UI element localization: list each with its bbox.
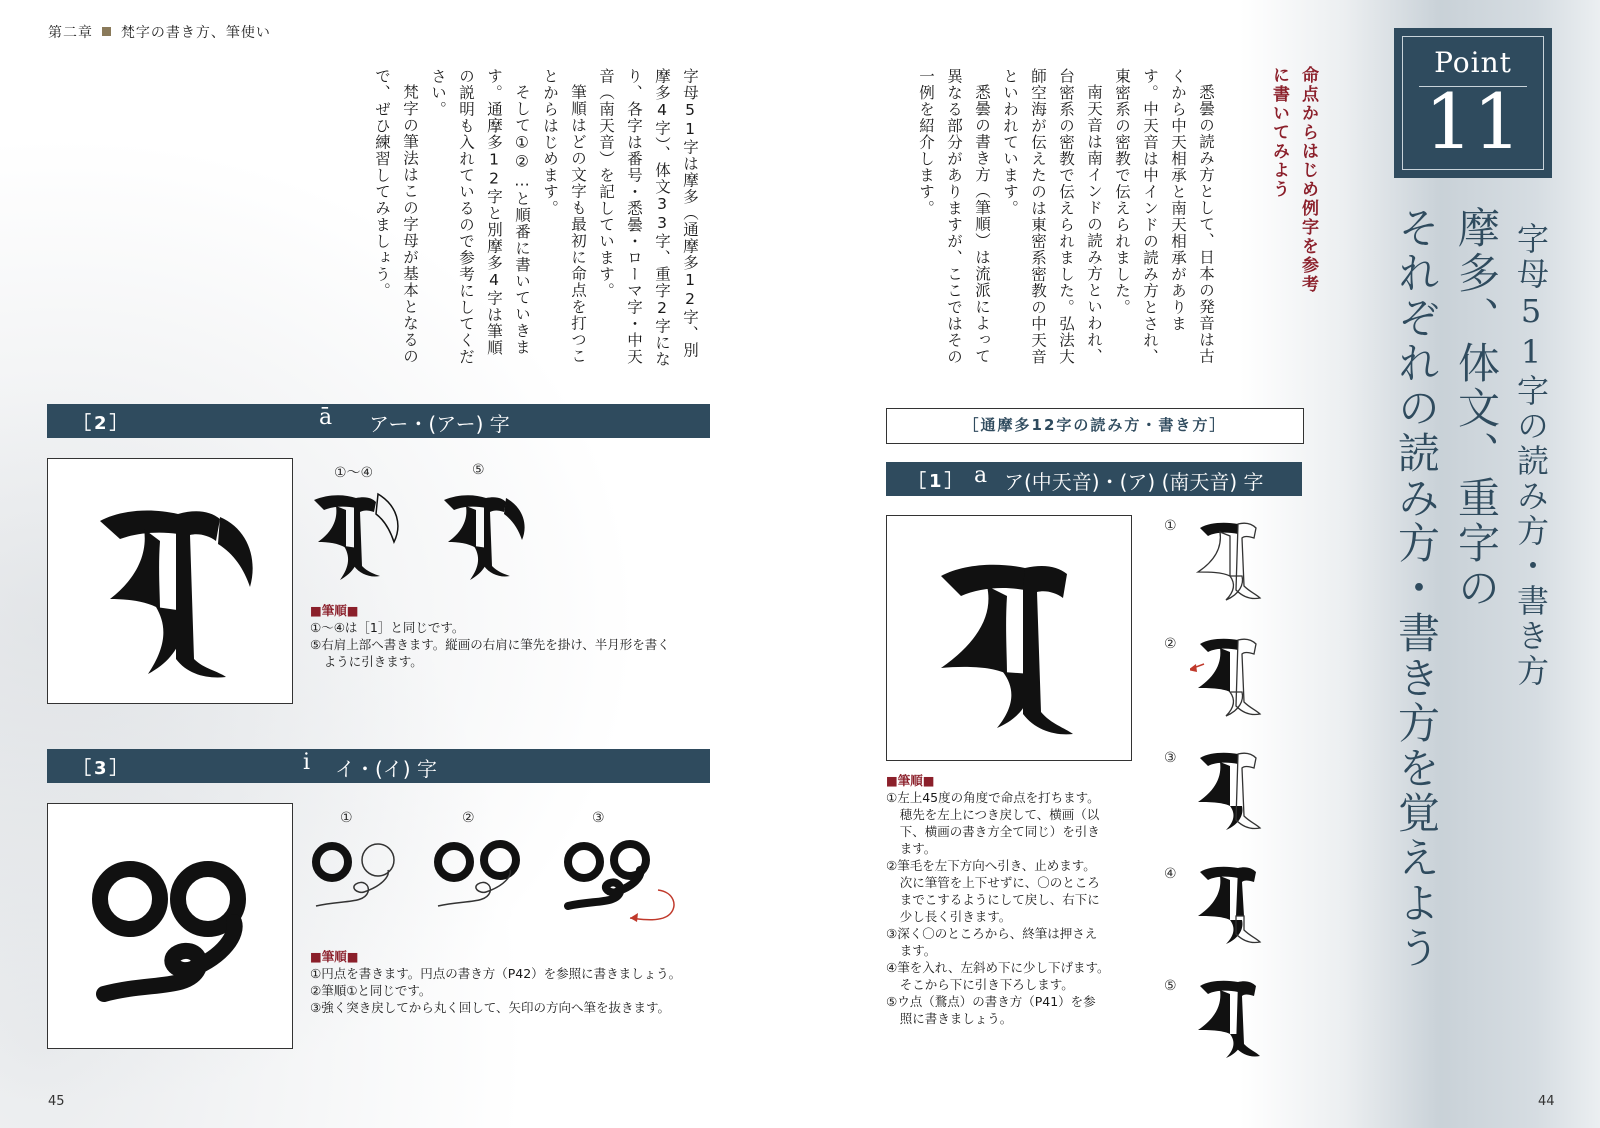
stroke-order-note-1: [886, 772, 1109, 1027]
glyph-box-aa: [47, 458, 293, 704]
note-line: ます。: [899, 943, 937, 958]
siddham-a-glyph: [1190, 628, 1280, 718]
note-line: ①左上45度の角度で命点を打ちます。: [886, 790, 1100, 805]
siddham-i-glyph: [554, 832, 684, 932]
running-head: [48, 22, 271, 42]
siddham-a-glyph: [1190, 512, 1280, 602]
romanization: ā: [319, 405, 333, 430]
paragraph: 悉曇の書き方（筆順）は流派によって異なる部分がありますが、ここではその一例を紹介します。: [917, 68, 991, 365]
stroke-step-glyph: [1190, 512, 1280, 602]
siddham-a-glyph: [1190, 856, 1280, 946]
stroke-order-note-3: [310, 948, 681, 1016]
paragraph: 字母51字は摩多（通摩多12字、別摩多4字）、体文33字、重字2字になり、各字は番号・悉曇・ローマ字・中天音（南天音）を記しています。: [597, 68, 699, 368]
note-line: ②筆毛を左下方向へ引き、止めます。: [886, 858, 1096, 873]
stroke-step-glyph: [424, 832, 534, 932]
note-title: ■筆順■: [310, 603, 359, 618]
note-line: 穂先を左上につき戻して、横画（以: [899, 807, 1100, 822]
stroke-step-glyph: [1190, 856, 1280, 946]
section-bar-1: [886, 462, 1302, 496]
stroke-direction-arrow: [1190, 664, 1197, 672]
stroke-label: ④: [1164, 866, 1177, 882]
stroke-label: ②: [1164, 636, 1177, 652]
page-subtitle: 字母51字の読み方・書き方: [1512, 222, 1550, 689]
paragraph: 悉曇の読み方として、日本の発音は古くから中天相承と南天相承がありま す。中天音は中インドの読み方とされ、東密系の密教で伝えられました。: [1113, 68, 1215, 365]
note-line: ⑤右肩上部へ書きます。縦画の右肩に筆先を掛け、半月形を書く: [310, 637, 670, 652]
note-line: ⑤ウ点（鶩点）の書き方（P41）を参: [886, 994, 1096, 1009]
section-bar-2: [47, 404, 710, 438]
stroke-label: ①: [1164, 518, 1177, 534]
paragraph: 筆順はどの文字も最初に命点を打つことからはじめます。: [541, 68, 587, 364]
right-body-text: [880, 68, 1220, 368]
note-line: 照に書きましょう。: [899, 1011, 1013, 1026]
siddham-aa-glyph: [48, 459, 292, 703]
note-line: までこするようにして戻し、右下に: [899, 892, 1100, 907]
stroke-label: ②: [462, 810, 475, 826]
section-number: ［3］: [73, 758, 131, 779]
siddham-aa-glyph: [310, 486, 410, 586]
page-number: 45: [48, 1094, 65, 1109]
stroke-label: ①〜④: [334, 465, 374, 481]
square-bullet-icon: [102, 27, 111, 36]
section-heading: 命点からはじめ例字を参考に書いてみよう: [1269, 66, 1318, 294]
point-badge: [1394, 28, 1552, 178]
stroke-step-glyph: [1190, 970, 1280, 1060]
left-body-text: [344, 68, 704, 368]
stroke-label: ⑤: [472, 462, 485, 478]
stroke-label: ①: [340, 810, 353, 826]
reading-kana: アー・(アー) 字: [369, 412, 510, 436]
note-line: 少し長く引きます。: [899, 909, 1012, 924]
siddham-aa-glyph: [440, 486, 540, 586]
note-line: 下、横画の書き方全て同じ）を引き: [899, 824, 1100, 839]
stroke-step-glyph: [1190, 628, 1280, 718]
point-label: Point: [1434, 46, 1512, 79]
stroke-step-glyph: [310, 486, 410, 586]
chapter-label: 第二章: [48, 25, 93, 41]
point-number: 11: [1424, 77, 1522, 166]
siddham-i-glyph: [302, 832, 412, 932]
note-line: ように引きます。: [323, 654, 423, 669]
stroke-label: ⑤: [1164, 978, 1177, 994]
note-line: ①〜④は［1］と同じです。: [310, 620, 465, 635]
note-line: ③強く突き戻してから丸く回して、矢印の方向へ筆を抜きます。: [310, 1000, 670, 1015]
note-line: ます。: [899, 841, 937, 856]
page-title-line: それぞれの読み方・書き方を覚えよう: [1392, 206, 1441, 971]
siddham-a-glyph: [1190, 742, 1280, 832]
page-title-line: 摩多、体文、重字の: [1452, 206, 1501, 611]
section-number: ［2］: [73, 413, 131, 434]
chapter-title: 梵字の書き方、筆使い: [120, 25, 271, 41]
siddham-a-glyph: [1190, 970, 1280, 1060]
siddham-i-glyph: [424, 832, 534, 932]
note-line: ③深く〇のところから、終筆は押さえ: [886, 926, 1098, 941]
glyph-box-a: [886, 515, 1132, 761]
stroke-label: ③: [1164, 750, 1177, 766]
note-line: ①円点を書きます。円点の書き方（P42）を参照に書きましょう。: [310, 966, 682, 981]
note-line: ②筆順①と同じです。: [310, 983, 432, 998]
romanization: a: [974, 463, 988, 488]
stroke-step-glyph: [554, 832, 684, 932]
reading-kana: ア(中天音)・(ア) (南天音) 字: [1004, 470, 1264, 494]
glyph-box-i: [47, 803, 293, 1049]
stroke-step-glyph: [440, 486, 540, 586]
siddham-a-glyph: [887, 516, 1131, 760]
siddham-i-glyph: [48, 804, 292, 1048]
stroke-step-glyph: [302, 832, 412, 932]
section-subhead: ［通摩多12字の読み方・書き方］: [886, 408, 1304, 444]
paragraph: 南天音は南インドの読み方といわれ、台密系の密教で伝えられました。弘法大師空海が伝えたのは東密系密教の中天音といわれています。: [1001, 68, 1103, 365]
page-number: 44: [1538, 1094, 1555, 1109]
note-line: ④筆を入れ、左斜め下に少し下げます。: [886, 960, 1110, 975]
paragraph: 梵字の筆法はこの字母が基本となるので、ぜひ練習してみましょう。: [373, 68, 419, 364]
note-title: ■筆順■: [886, 773, 935, 788]
paragraph: そして①②…と順番に書いていきます。通摩多12字と別摩多4字は筆順の説明も入れているので参考にしてください。: [429, 68, 531, 365]
note-line: 次に筆管を上下せずに、〇のところ: [899, 875, 1100, 890]
note-line: そこから下に引き下ろします。: [899, 977, 1074, 992]
stroke-label: ③: [592, 810, 605, 826]
stroke-step-glyph: [1190, 742, 1280, 832]
note-title: ■筆順■: [310, 949, 359, 964]
section-bar-3: [47, 749, 710, 783]
reading-kana: イ・(イ) 字: [335, 757, 437, 781]
stroke-order-note-2: [310, 602, 670, 670]
romanization: i: [303, 750, 311, 775]
section-number: ［1］: [908, 471, 966, 492]
